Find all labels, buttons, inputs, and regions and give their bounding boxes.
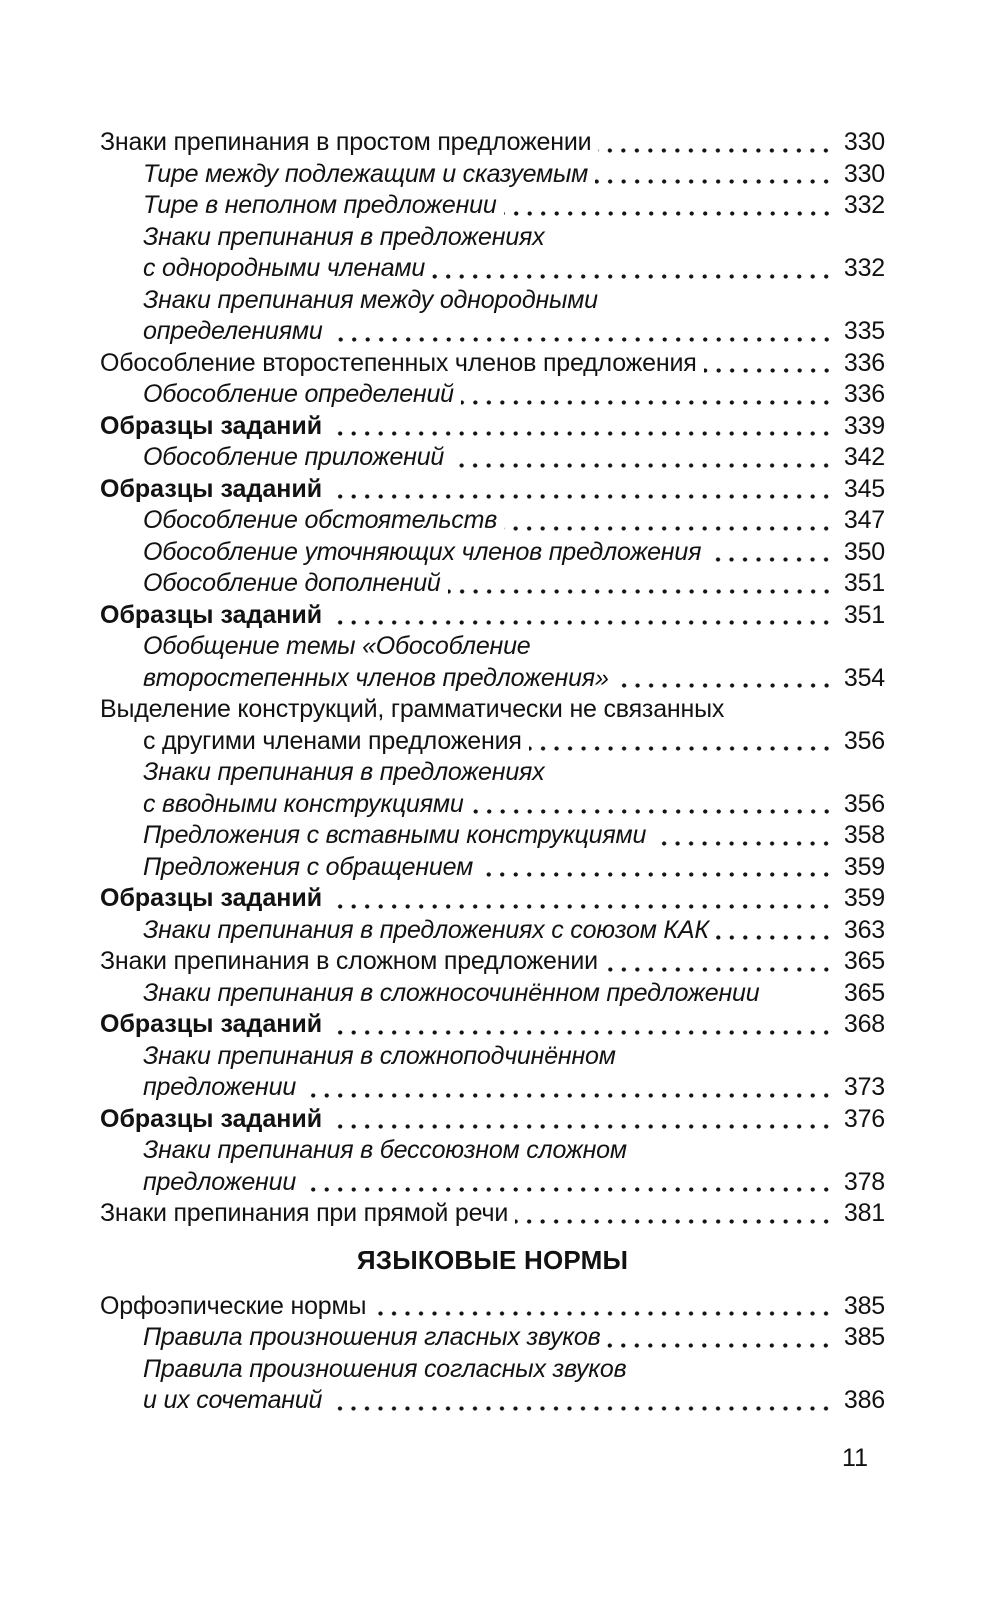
dot-leader <box>605 946 835 978</box>
toc-page-number: 386 <box>843 1386 885 1414</box>
toc-entry-label: Обобщение темы «Обособление <box>143 632 531 660</box>
dot-leader <box>330 316 835 348</box>
toc-entry-label: Образцы заданий <box>100 884 323 912</box>
dot-leader <box>653 820 835 852</box>
toc-row <box>100 820 885 852</box>
dot-leader <box>329 1009 835 1041</box>
dot-leader <box>708 537 835 569</box>
toc-row <box>100 348 885 380</box>
dot-leader <box>595 159 835 191</box>
toc-entry-label: Знаки препинания между однородными <box>143 285 598 314</box>
toc-row <box>100 442 885 474</box>
toc-entry-label: Знаки препинания в предложениях с союзом КАК <box>143 915 709 944</box>
toc-row <box>100 946 885 978</box>
toc-page-number: 351 <box>843 569 885 597</box>
toc-row <box>100 316 885 348</box>
toc-section <box>100 127 885 1230</box>
toc-page-number: 359 <box>843 884 885 912</box>
toc-page-number: 342 <box>843 443 885 471</box>
toc-entry-label: Тире в неполном предложении <box>143 191 497 219</box>
dot-leader <box>538 631 886 663</box>
toc-entry-label: Обособление обстоятельств <box>143 506 498 534</box>
dot-leader <box>616 663 835 695</box>
toc-row <box>100 222 885 254</box>
toc-row <box>100 1354 885 1386</box>
toc-entry-label: Образцы заданий <box>100 600 323 629</box>
toc-page-number: 336 <box>843 380 885 408</box>
toc-entry-label: второстепенных членов предложения» <box>143 663 609 692</box>
toc-row <box>100 379 885 411</box>
toc-page-number: 363 <box>843 915 885 944</box>
toc-page-number: 332 <box>843 254 885 282</box>
toc-row <box>100 726 885 758</box>
toc-page-number: 335 <box>843 317 885 345</box>
toc-page-number: 359 <box>843 852 885 881</box>
toc-entry-label: с другими членами предложения <box>143 726 522 755</box>
toc-page-number: 350 <box>843 537 885 566</box>
toc-row <box>100 1135 885 1167</box>
toc-row <box>100 852 885 884</box>
toc-page-number: 358 <box>843 821 885 849</box>
toc-row <box>100 631 885 663</box>
toc-row <box>100 1009 885 1041</box>
toc-entry-label: Образцы заданий <box>100 1010 323 1038</box>
dot-leader <box>607 1322 835 1354</box>
toc-entry-label: и их сочетаний <box>143 1386 323 1414</box>
toc-page-number: 365 <box>843 978 885 1007</box>
toc-entry-label: Обособление определений <box>143 380 454 408</box>
toc-page-number: 373 <box>843 1073 885 1101</box>
toc-page-number: 354 <box>843 663 885 692</box>
toc-row <box>100 190 885 222</box>
toc-row <box>100 757 885 789</box>
toc-page-number: 378 <box>843 1167 885 1196</box>
dot-leader <box>504 190 835 222</box>
toc-row <box>100 978 885 1010</box>
toc-row <box>100 915 885 947</box>
dot-leader <box>598 127 835 159</box>
toc-page <box>100 0 885 1474</box>
toc-row <box>100 1291 885 1323</box>
toc-row <box>100 253 885 285</box>
toc-row <box>100 663 885 695</box>
toc-row <box>100 127 885 159</box>
toc-entry-label: Знаки препинания при прямой речи <box>100 1199 509 1227</box>
dot-leader <box>731 694 885 726</box>
dot-leader <box>504 505 835 537</box>
toc-entry-label: предложении <box>143 1167 297 1196</box>
toc-page-number: 356 <box>843 726 885 755</box>
toc-entry-label: Предложения с обращением <box>143 852 474 881</box>
toc-entry-label: Тире между подлежащим и сказуемым <box>143 159 589 188</box>
dot-leader <box>551 222 885 254</box>
dot-leader <box>605 285 885 317</box>
toc-row <box>100 411 885 443</box>
toc-row <box>100 1167 885 1199</box>
toc-row <box>100 1322 885 1354</box>
dot-leader <box>329 474 835 506</box>
toc-entry-label: Знаки препинания в предложениях <box>143 758 545 786</box>
dot-leader <box>623 1041 885 1073</box>
dot-leader <box>634 1135 885 1167</box>
toc-entry-label: Знаки препинания в бессоюзном сложном <box>143 1136 627 1164</box>
toc-entry-label: Предложения с вставными конструкциями <box>143 821 647 849</box>
toc-entry-label: Знаки препинания в сложном предложении <box>100 947 598 975</box>
toc-row <box>100 505 885 537</box>
toc-row <box>100 1104 885 1136</box>
toc-page-number: 336 <box>843 348 885 377</box>
toc-entry-label: Знаки препинания в простом предложении <box>100 128 592 156</box>
toc-row <box>100 883 885 915</box>
toc-entry-label: с вводными конструкциями <box>143 789 464 818</box>
toc-page-number: 332 <box>843 191 885 219</box>
toc-entry-label: Знаки препинания в сложноподчинённом <box>143 1041 616 1070</box>
dot-leader <box>448 568 835 600</box>
dot-leader <box>451 442 835 474</box>
toc-page-number: 385 <box>843 1291 885 1320</box>
toc-page-number: 330 <box>843 159 885 188</box>
dot-leader <box>303 1072 835 1104</box>
toc-entry-label: Орфоэпические нормы <box>100 1291 367 1320</box>
dot-leader <box>716 915 835 947</box>
toc-entry-label: Обособление дополнений <box>143 569 441 597</box>
toc-entry-label: Выделение конструкций, грамматически не связанных <box>100 695 725 723</box>
dot-leader <box>704 348 835 380</box>
dot-leader <box>329 600 835 632</box>
toc-entry-label: Образцы заданий <box>100 474 323 503</box>
toc-entry-label: Правила произношения согласных звуков <box>143 1354 627 1383</box>
toc-entry-label: Обособление уточняющих членов предложения <box>143 537 702 566</box>
toc-row <box>100 1385 885 1417</box>
dot-leader <box>303 1167 835 1199</box>
dot-leader <box>329 411 835 443</box>
toc-entry-label: Образцы заданий <box>100 1104 323 1133</box>
toc-row <box>100 537 885 569</box>
toc-row <box>100 474 885 506</box>
toc-entry-label: Знаки препинания в предложениях <box>143 222 545 251</box>
toc-row <box>100 1041 885 1073</box>
toc-page-number: 347 <box>843 506 885 534</box>
toc-entry-label: Образцы заданий <box>100 411 323 440</box>
toc-row <box>100 694 885 726</box>
toc-entry-label: с однородными членами <box>143 254 426 282</box>
dot-leader <box>551 757 885 789</box>
toc-page-number: 345 <box>843 474 885 503</box>
toc-entry-label: Правила произношения гласных звуков <box>143 1323 601 1351</box>
toc-page-number: 365 <box>843 947 885 975</box>
toc-page-number: 368 <box>843 1010 885 1038</box>
dot-leader <box>432 253 835 285</box>
toc-page-number: 351 <box>843 600 885 629</box>
dot-leader <box>471 789 835 821</box>
toc-entry-label: Знаки препинания в сложносочинённом предложении <box>143 978 760 1007</box>
toc-row <box>100 1198 885 1230</box>
toc-row <box>100 568 885 600</box>
toc-entry-label: Обособление второстепенных членов предложения <box>100 348 697 377</box>
toc <box>100 127 885 1417</box>
toc-row <box>100 285 885 317</box>
toc-page-number: 385 <box>843 1323 885 1351</box>
toc-page-number: 330 <box>843 128 885 156</box>
toc-row <box>100 789 885 821</box>
toc-page-number: 339 <box>843 411 885 440</box>
dot-leader <box>515 1198 835 1230</box>
dot-leader <box>461 379 835 411</box>
dot-leader <box>329 1104 835 1136</box>
toc-page-number: 376 <box>843 1104 885 1133</box>
toc-entry-label: предложении <box>143 1073 297 1101</box>
section-header: ЯЗЫКОВЫЕ НОРМЫ <box>356 1244 629 1275</box>
toc-row <box>100 159 885 191</box>
toc-row <box>100 1072 885 1104</box>
dot-leader <box>633 1354 885 1386</box>
toc-entry-label: Обособление приложений <box>143 443 445 471</box>
dot-leader <box>766 978 835 1010</box>
dot-leader <box>329 883 835 915</box>
dot-leader <box>373 1291 835 1323</box>
toc-entry-label: определениями <box>143 317 323 345</box>
dot-leader <box>529 726 835 758</box>
toc-row <box>100 600 885 632</box>
toc-page-number: 356 <box>843 789 885 818</box>
toc-page-number: 381 <box>843 1199 885 1227</box>
page-number-folio: 11 <box>842 1443 868 1472</box>
dot-leader <box>329 1385 835 1417</box>
dot-leader <box>480 852 835 884</box>
toc-section <box>100 1243 885 1417</box>
